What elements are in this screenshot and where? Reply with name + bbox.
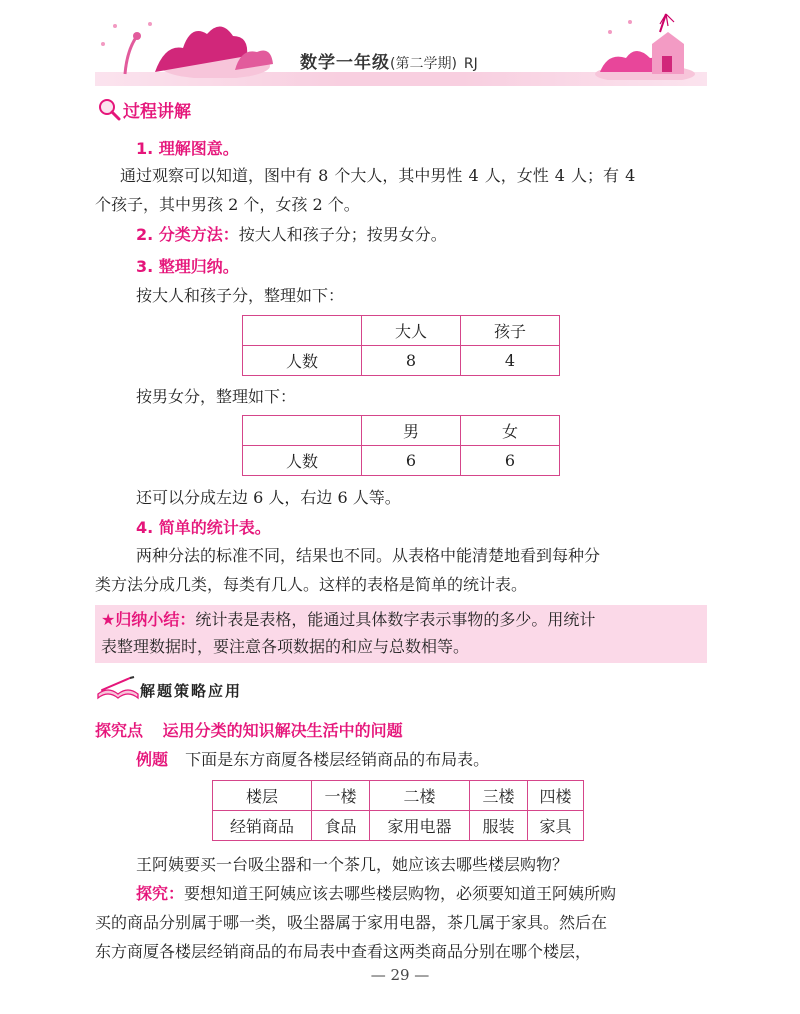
step1-line2: 个孩子，其中男孩 2 个，女孩 2 个。	[95, 195, 360, 214]
explore-text1: 要想知道王阿姨应该去哪些楼层购物，必须要知道王阿姨所购	[184, 884, 617, 903]
table-cell: 6	[362, 446, 461, 476]
example-text: 下面是东方商厦各楼层经销商品的布局表。	[185, 750, 490, 769]
table-cell	[243, 416, 362, 446]
step1-title: 1. 理解图意。	[136, 139, 239, 158]
step2	[136, 222, 447, 245]
step4-line1: 两种分法的标准不同，结果也不同。从表格中能清楚地看到每种分	[136, 546, 601, 565]
header-title	[300, 48, 478, 73]
table-row	[243, 316, 560, 346]
table-cell: 人数	[243, 446, 362, 476]
table2-intro: 按男女分，整理如下：	[136, 387, 297, 406]
table-cell: 一楼	[312, 781, 370, 811]
header-decoration-right	[590, 12, 708, 80]
header-decoration-left	[95, 14, 285, 78]
section-heading-process: 过程讲解	[123, 102, 191, 122]
table-adults-children	[242, 315, 560, 376]
book-term: (第二学期)	[390, 56, 457, 72]
step4-title: 4. 简单的统计表。	[136, 518, 271, 537]
after-tables-text: 还可以分成左边 6 人，右边 6 人等。	[136, 488, 401, 507]
step3-title: 3. 整理归纳。	[136, 257, 239, 276]
table-row	[243, 416, 560, 446]
table-cell: 男	[362, 416, 461, 446]
table-floor-layout	[212, 780, 584, 841]
table-cell: 人数	[243, 346, 362, 376]
table-row	[213, 811, 584, 841]
page-number: — 29 —	[370, 966, 430, 984]
topic-label: 探究点	[95, 721, 144, 740]
explore-label: 探究：	[136, 884, 185, 903]
table-cell: 孩子	[461, 316, 560, 346]
example-line	[136, 747, 489, 773]
explore-line3: 东方商厦各楼层经销商品的布局表中查看这两类商品分别在哪个楼层，	[95, 942, 592, 961]
topic-line	[95, 718, 403, 741]
table-cell	[243, 316, 362, 346]
book-icon	[96, 676, 140, 702]
table-cell: 三楼	[470, 781, 528, 811]
table-cell: 6	[461, 446, 560, 476]
section-heading-strategy: 解题策略应用	[140, 682, 243, 700]
step4-line2: 类方法分成几类，每类有几人。这样的表格是简单的统计表。	[95, 575, 528, 594]
step1-line1: 通过观察可以知道，图中有 8 个大人，其中男性 4 人，女性 4 人；有 4	[120, 166, 636, 185]
table-cell: 大人	[362, 316, 461, 346]
table-cell: 二楼	[370, 781, 470, 811]
table-cell: 4	[461, 346, 560, 376]
summary-label: ★归纳小结：	[101, 610, 196, 629]
summary-line2: 表整理数据时，要注意各项数据的和应与总数相等。	[101, 637, 470, 656]
topic-text: 运用分类的知识解决生活中的问题	[162, 721, 403, 740]
explore-line2: 买的商品分别属于哪一类，吸尘器属于家用电器，茶几属于家具。然后在	[95, 913, 608, 932]
table-cell: 四楼	[528, 781, 584, 811]
table-row	[243, 446, 560, 476]
summary-text	[101, 606, 595, 660]
book-title: 数学一年级	[300, 53, 390, 73]
book-edition: RJ	[463, 56, 478, 72]
table-cell: 经销商品	[213, 811, 312, 841]
question-text: 王阿姨要买一台吸尘器和一个茶几，她应该去哪些楼层购物？	[136, 855, 569, 874]
table-cell: 食品	[312, 811, 370, 841]
table-male-female	[242, 415, 560, 476]
summary-line1: 统计表是表格，能通过具体数字表示事物的多少。用统计	[195, 610, 596, 629]
table-cell: 家用电器	[370, 811, 470, 841]
table-cell: 家具	[528, 811, 584, 841]
example-label: 例题	[136, 750, 169, 769]
table-cell: 女	[461, 416, 560, 446]
table-cell: 服装	[470, 811, 528, 841]
table-row	[213, 781, 584, 811]
explore-line1	[136, 881, 616, 907]
step2-title: 2. 分类方法：	[136, 225, 239, 244]
step2-text: 按大人和孩子分；按男女分。	[238, 225, 447, 244]
table-cell: 8	[362, 346, 461, 376]
step3-intro: 按大人和孩子分，整理如下：	[136, 286, 345, 305]
table-cell: 楼层	[213, 781, 312, 811]
magnifier-icon	[97, 97, 121, 121]
table-row	[243, 346, 560, 376]
